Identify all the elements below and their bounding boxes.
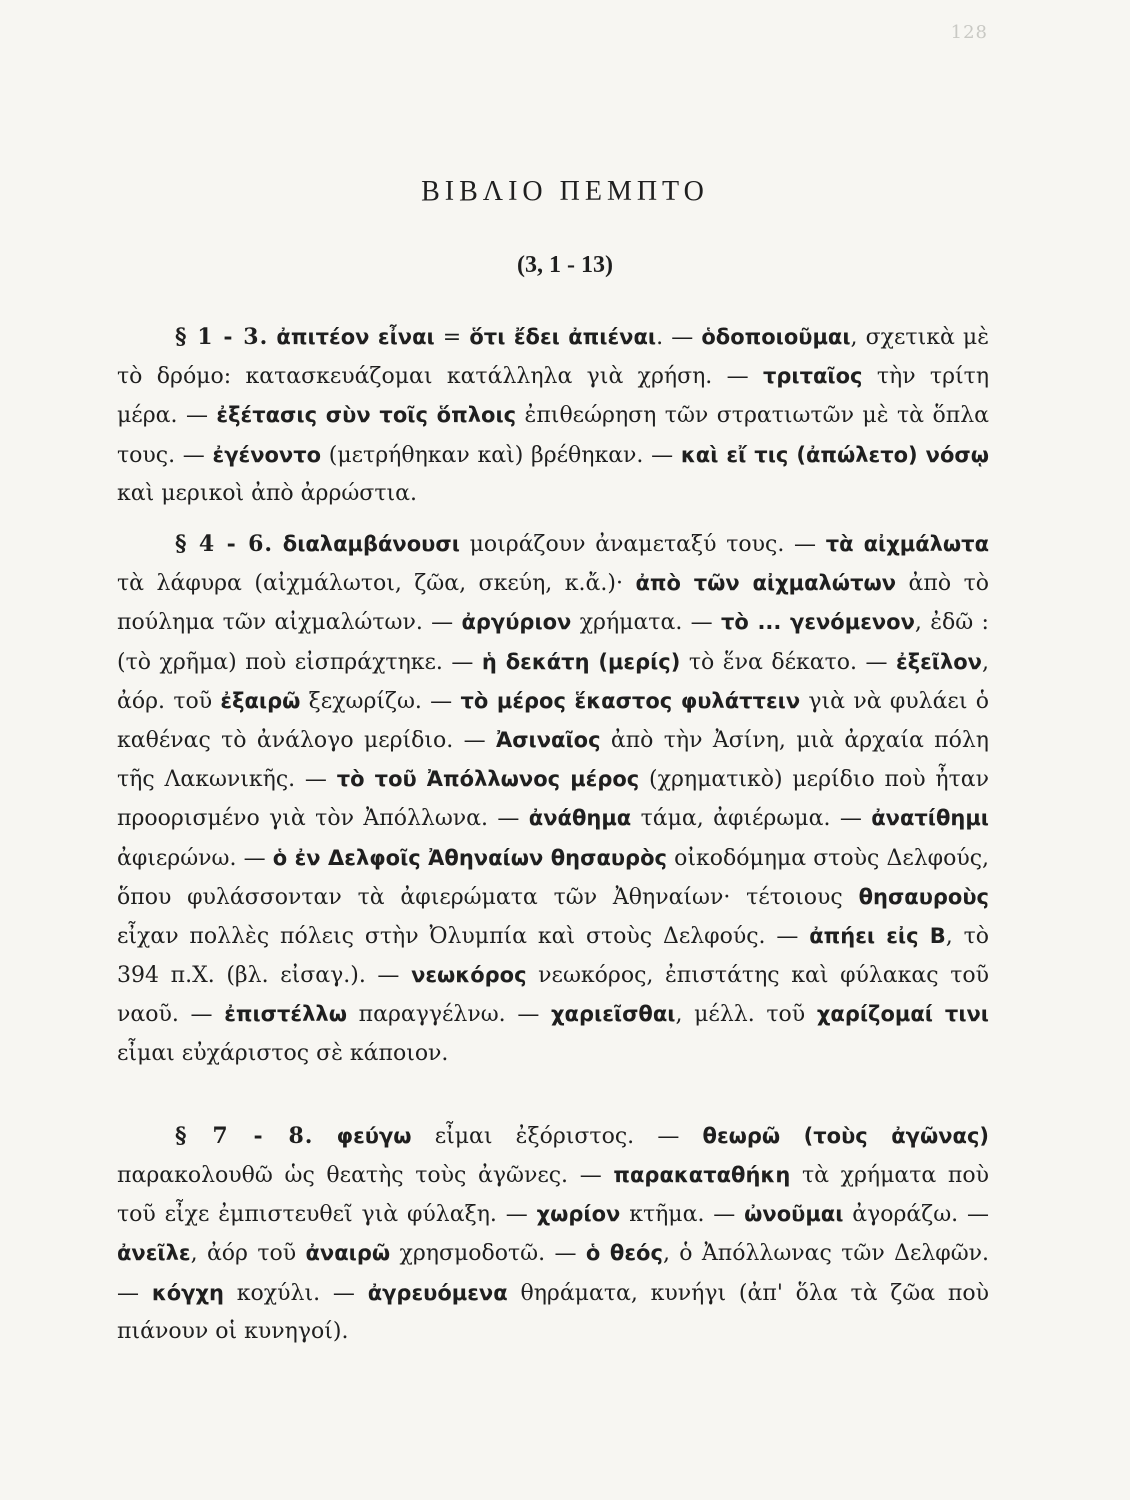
lemma-term: ὠνοῦμαι (744, 1202, 844, 1227)
gloss-text: εἶχαν πολλὲς πόλεις στὴν Ὀλυμπία καὶ στοὺς Δελφούς. — (117, 924, 810, 950)
lemma-term: ἀπήει εἰς Β (809, 924, 946, 949)
chapter-range-rest: , 1 - 13) (537, 252, 613, 278)
gloss-text: γιὰ νὰ φυλάει ὁ καθένας τὸ ἀνάλογο μερίδιο. — (117, 688, 989, 754)
gloss-text: ἀγοράζω. — (843, 1202, 989, 1228)
lemma-term: χαριεῖσθαι (551, 1002, 676, 1027)
gloss-text: . — (656, 325, 702, 350)
lemma-term: ἡ δεκάτη (μερίς) (481, 649, 681, 674)
gloss-text: ξεχωρίζω. — (300, 688, 461, 714)
section-4-6 (117, 525, 989, 1073)
gloss-text: τὰ λάφυρα (αἰχμάλωτοι, ζῶα, σκεύη, κ.ἄ.)· (117, 571, 636, 597)
section-1-3 (117, 318, 989, 513)
gloss-text: χρήματα. — (571, 610, 721, 636)
gloss-text: εἶμαι ἐξόριστος. — (411, 1123, 703, 1149)
lemma-term: ὅτι ἔδει ἀπιέναι (469, 325, 657, 349)
chapter-range-book: 3 (525, 252, 537, 278)
section-ref: § 4 - 6. (175, 531, 274, 558)
lemma-term: ἐγένοντο (212, 442, 322, 467)
gloss-text: μοιράζουν ἀναμεταξύ τους. — (459, 532, 826, 558)
lemma-term: ἀνατίθημι (871, 806, 989, 831)
gloss-text: χρησμοδοτῶ. — (390, 1241, 586, 1267)
gloss-text: παραγγέλνω. — (346, 1002, 552, 1028)
lemma-term: ἐξεῖλον (896, 649, 982, 674)
lemma-term: διαλαμβάνουσι (282, 532, 460, 557)
lemma-term: ἐξαιρῶ (220, 688, 301, 713)
gloss-text: (χρηματικὸ) μερίδιο ποὺ ἦταν προορισμένο γιὰ τὸν Ἀπόλλωνα. — (117, 767, 989, 832)
lemma-term: νεωκόρος (411, 963, 527, 988)
lemma-term: ἀναιρῶ (305, 1241, 391, 1266)
lemma-term: χωρίον (536, 1202, 621, 1227)
lemma-term: ἐξέτασις σὺν τοῖς ὅπλοις (216, 403, 517, 428)
commentary-body (117, 318, 989, 1351)
lemma-term: ἐπιστέλλω (224, 1002, 347, 1027)
gloss-text: τὸ ἕνα δέκατο. — (680, 649, 896, 675)
gloss-text: ἀπὸ τὴν Ἀσίνη, μιὰ ἀρχαία πόλη τῆς Λακωνικῆς. — (117, 728, 989, 793)
gloss-text: ἀπὸ τὸ πούλημα τῶν αἰχμαλώτων. — (117, 571, 989, 636)
lemma-term: τὸ ... γενόμενον (720, 610, 915, 635)
chapter-range (0, 252, 1130, 279)
gloss-text: καὶ μερικοὶ ἀπὸ ἀρρώστια. (117, 480, 417, 506)
gloss-text: ἀφιερώνω. — (117, 845, 273, 871)
gloss-text: , ἀόρ τοῦ (190, 1241, 306, 1267)
gloss-text (273, 532, 283, 557)
section-7-8 (117, 1117, 989, 1351)
lemma-term: φεύγω (336, 1123, 412, 1148)
gloss-text: εἶμαι εὐχάριστος σὲ κάποιον. (117, 1040, 449, 1066)
lemma-term: τριταῖος (762, 364, 863, 389)
lemma-term: παρακαταθήκη (613, 1163, 791, 1188)
lemma-term: ἀπὸ τῶν αἰχμαλώτων (635, 571, 897, 596)
lemma-term: Ἀσιναῖος (495, 728, 601, 753)
section-ref: § 7 - 8. (175, 1122, 314, 1149)
gloss-text: (μετρήθηκαν καὶ) βρέθηκαν. — (321, 442, 681, 468)
gloss-text: , μέλλ. τοῦ (675, 1002, 817, 1028)
lemma-term: ἀνάθημα (528, 806, 632, 831)
section-ref: § 1 - 3. (175, 324, 269, 350)
lemma-term: χαρίζομαί τινι (816, 1002, 989, 1027)
lemma-term: τὸ τοῦ Ἀπόλλωνος μέρος (336, 767, 640, 792)
gloss-text: παρακολουθῶ ὡς θεατὴς τοὺς ἀγῶνες. — (117, 1163, 614, 1189)
lemma-term: καὶ εἴ τις (ἀπώλετο) νόσῳ (680, 442, 990, 467)
gloss-text: , ἀόρ. τοῦ (117, 649, 989, 714)
lemma-term: ὁ θεός (585, 1241, 663, 1266)
gloss-text: ἐπιθεώρηση τῶν στρατιωτῶν μὲ τὰ ὅπλα τους. — (117, 403, 989, 468)
lemma-term: τὰ αἰχμάλωτα (825, 532, 989, 557)
gloss-text: , τὸ 394 π.Χ. (βλ. εἰσαγ.). — (117, 924, 990, 989)
lemma-term: ὁ ἐν Δελφοῖς Ἀθηναίων θησαυρὸς (272, 845, 667, 870)
lemma-term: κόγχη (151, 1280, 224, 1305)
lemma-term: ἀπιτέον εἶναι (276, 325, 435, 349)
gloss-text: , ἐδῶ : (τὸ χρῆμα) ποὺ εἰσπράχτηκε. — (117, 610, 989, 675)
gloss-text: = (434, 325, 470, 350)
gloss-text: οἰκοδόμημα στοὺς Δελφούς, ὅπου φυλάσσονταν τὰ ἀφιερώματα τῶν Ἀθηναίων· τέτοιους (117, 845, 990, 910)
gloss-text: τὰ χρήματα ποὺ τοῦ εἶχε ἐμπιστευθεῖ γιὰ φύλαξη. — (117, 1163, 989, 1228)
gloss-text: νεωκόρος, ἐπιστάτης καὶ φύλακας τοῦ ναοῦ. — (117, 963, 989, 1028)
book-title: ΒΙΒΛΙΟ ΠΕΜΠΤΟ (421, 176, 709, 207)
lemma-term: ἀργύριον (461, 610, 572, 635)
gloss-text: κτῆμα. — (620, 1202, 745, 1228)
lemma-term: θεωρῶ (τοὺς ἀγῶνας) (702, 1123, 990, 1148)
gloss-text: τὴν τρίτη μέρα. — (117, 364, 990, 429)
lemma-term: ἀγρευόμενα (367, 1280, 508, 1305)
chapter-range-open: ( (517, 252, 525, 278)
page-number: 128 (950, 22, 988, 43)
lemma-term: τὸ μέρος ἕκαστος φυλάττειν (460, 688, 801, 713)
gloss-text: τάμα, ἀφιέρωμα. — (631, 806, 872, 832)
gloss-text: θηράματα, κυνήγι (ἀπ' ὅλα τὰ ζῶα ποὺ πιάνουν οἱ κυνηγοί). (117, 1280, 990, 1344)
lemma-term: ὁδοποιοῦμαι (701, 325, 851, 349)
gloss-text: , ὁ Ἀπόλλωνας τῶν Δελφῶν. — (117, 1241, 990, 1306)
gloss-text (313, 1124, 336, 1149)
gloss-text: κοχύλι. — (223, 1280, 368, 1306)
lemma-term: ἀνεῖλε (117, 1241, 191, 1266)
gloss-text: , σχετικὰ μὲ τὸ δρόμο: κατασκευάζομαι κατάλληλα γιὰ χρήση. — (117, 325, 990, 390)
lemma-term: θησαυροὺς (858, 884, 989, 909)
